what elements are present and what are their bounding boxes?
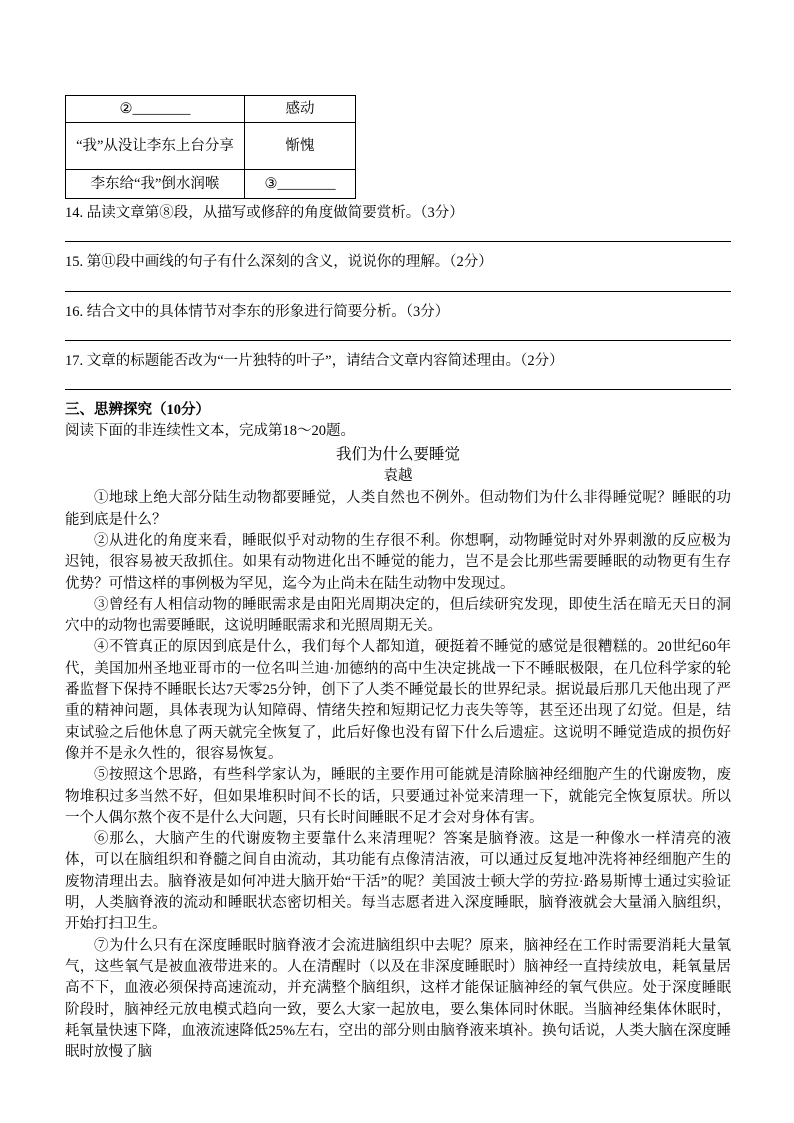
question-14: 14. 品读文章第⑧段，从描写或修辞的角度做简要赏析。（3分） xyxy=(65,205,464,221)
passage-paragraph-4: ④不管真正的原因到底是什么，我们每个人都知道，硬挺着不睡觉的感觉是很糟糕的。20世纪60年代，美国加州圣地亚哥市的一位名叫兰迪·加德纳的高中生决定挑战一下不睡眠极限，在几位科学家的轮番监督下保持不睡眠长达7天零25分钟，创下了人类不睡觉最长的世界纪录。据说最后那几天他出现了严重的精神问题，具体表现为认知障碍、情绪失控和短期记忆力丧失等等，甚至还出现了幻觉。但是，结束试验之后他休息了两天就完全恢复了，此后好像也没有留下什么后遗症。这说明不睡觉造成的损伤好像并不是永久性的，很容易恢复。 xyxy=(65,639,731,762)
section-intro: 阅读下面的非连续性文本，完成第18～20题。 xyxy=(65,423,355,440)
table-row xyxy=(66,170,356,199)
question-16: 16. 结合文中的具体情节对李东的形象进行简要分析。（3分） xyxy=(65,303,450,320)
table-row xyxy=(66,96,356,123)
answer-line xyxy=(65,291,731,292)
passage-paragraph-5: ⑤按照这个思路，有些科学家认为，睡眠的主要作用可能就是清除脑神经细胞产生的代谢废物，废物堆积过多当然不好，但如果堆积时间不长的话，只要通过补觉来清理一下，就能完全恢复原状。所以一个人偶尔熬个夜不是什么大问题，只有长时间睡眠不足才会对身体有害。 xyxy=(65,767,731,826)
answer-line xyxy=(65,241,731,242)
section-heading: 三、思辨探究（10分） xyxy=(65,402,210,419)
answer-line xyxy=(65,389,731,390)
passage-title: 我们为什么要睡觉 xyxy=(335,445,460,463)
passage-paragraph-3: ③曾经有人相信动物的睡眠需求是由阳光周期决定的，但后续研究发现，即使生活在暗无天日的洞穴中的动物也需要睡眠，这说明睡眠需求和光照周期无关。 xyxy=(65,596,731,635)
passage-paragraph-7: ⑦为什么只有在深度睡眠时脑脊液才会流进脑组织中去呢？原来，脑神经在工作时需要消耗大量氧气，这些氧气是被血液带进来的。人在清醒时（以及在非深度睡眠时）脑神经一直持续放电，耗氧量居高不下，血液必须保持高速流动，并充满整个脑组织，这样才能保证脑神经的氧气供应。处于深度睡眠阶段时，脑神经元放电模式趋向一致，要么大家一起放电，要么集体同时休眠。当脑神经集体休眠时，耗氧量快速下降，血液流速降低25%左右，空出的部分则由脑脊液来填补。换句话说，人类大脑在深度睡眠时放慢了脑 xyxy=(65,937,731,1061)
passage-author: 袁越 xyxy=(383,468,413,485)
table-cell: 李东给“我”倒水润喉 xyxy=(66,170,245,199)
question-17: 17. 文章的标题能否改为“一片独特的叶子”，请结合文章内容简述理由。（2分） xyxy=(65,352,564,369)
question-15: 15. 第⑪段中画线的句子有什么深刻的含义，说说你的理解。（2分） xyxy=(65,254,493,271)
passage-paragraph-2: ②从进化的角度来看，睡眠似乎对动物的生存很不利。你想啊，动物睡觉时对外界刺激的反应极为迟钝，很容易被天敌抓住。如果有动物进化出不睡觉的能力，岂不是会比那些需要睡眠的动物更有生存优势？可惜这样的事例极为罕见，迄今为止尚未在陆生动物中发现过。 xyxy=(65,532,731,592)
table-row xyxy=(66,123,356,170)
table-cell: 感动 xyxy=(245,96,356,123)
passage-paragraph-1: ①地球上绝大部分陆生动物都要睡觉，人类自然也不例外。但动物们为什么非得睡觉呢？睡眠的功能到底是什么？ xyxy=(65,490,731,528)
table-cell: “我”从没让李东上台分享 xyxy=(66,123,245,170)
table-cell: 惭愧 xyxy=(245,123,356,170)
answer-line xyxy=(65,340,731,341)
table-cell: ③________ xyxy=(245,170,356,199)
passage-paragraph-6: ⑥那么，大脑产生的代谢废物主要靠什么来清理呢？答案是脑脊液。这是一种像水一样清亮的液体，可以在脑组织和脊髓之间自由流动，其功能有点像清洁液，可以通过反复地冲洗将神经细胞产生的废物清理出去。脑脊液是如何冲进大脑开始“干活”的呢？美国波士顿大学的劳拉·路易斯博士通过实验证明，人类脑脊液的流动和睡眠状态密切相关。每当志愿者进入深度睡眠，脑脊液就会大量涌入脑组织，开始打扫卫生。 xyxy=(65,831,731,933)
table-cell: ②________ xyxy=(66,96,245,123)
answer-table xyxy=(65,95,356,199)
